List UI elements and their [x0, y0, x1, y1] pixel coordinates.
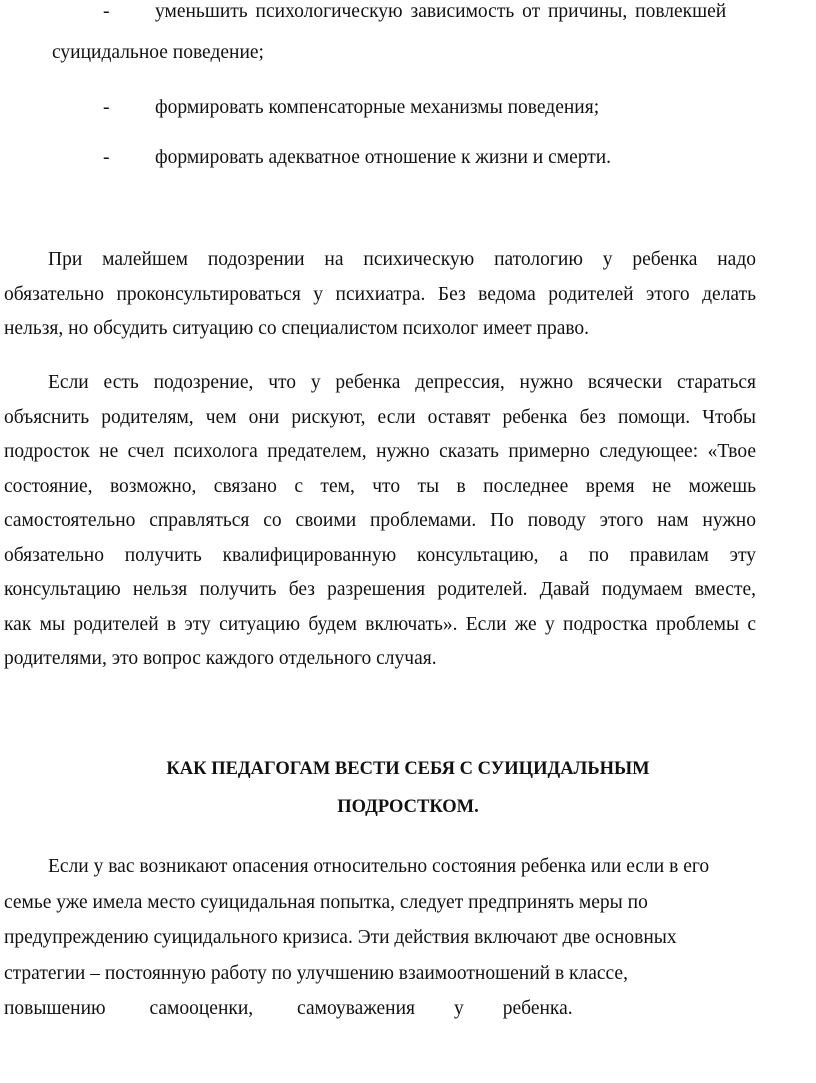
paragraph-line: подросток не счел психолога предателем, нужно сказать примерно следующее: «Твое — [4, 441, 756, 462]
bullet-text: формировать компенсаторные механизмы поведения; — [155, 97, 600, 118]
paragraph-line: обязательно проконсультироваться у психиатра. Без ведома родителей этого делать — [4, 283, 756, 305]
bullet-dash: - — [103, 1, 110, 22]
paragraph-line: нельзя, но обсудить ситуацию со специалистом психолог имеет право. — [4, 318, 590, 339]
paragraph-teachers — [4, 849, 756, 1027]
paragraph-line: стратегии – постоянную работу по улучшению взаимоотношений в классе, — [4, 962, 628, 984]
paragraph-line: повышению самооценки, самоуважения у ребенка. — [4, 998, 573, 1019]
paragraph-line: самостоятельно справляться со своими проблемами. По поводу этого нам нужно — [4, 510, 756, 531]
paragraph-line: консультацию нельзя получить без разрешения родителей. Давай подумаем вместе, — [4, 579, 756, 600]
bullet-item-1-continuation: суицидальное поведение; — [52, 42, 264, 63]
paragraph-line: состояние, возможно, связано с тем, что ты в последнее время не можешь — [4, 475, 756, 497]
bullet-dash: - — [103, 97, 110, 118]
paragraph-line: Если у вас возникают опасения относительно состояния ребенка или если в его — [48, 856, 710, 877]
paragraph-depression — [4, 366, 756, 677]
paragraph-line: семье уже имела место суицидальная попытка, следует предпринять меры по — [4, 891, 648, 913]
paragraph-line: обязательно получить квалифицированную консультацию, а по правилам эту — [4, 544, 756, 566]
paragraph-line: При малейшем подозрении на психическую патологию у ребенка надо — [48, 249, 756, 270]
paragraph-psychiatrist — [4, 243, 756, 347]
section-heading-line-2: ПОДРОСТКОМ. — [337, 797, 479, 817]
bullet-text: формировать адекватное отношение к жизни и смерти. — [155, 147, 612, 168]
bullet-text: уменьшить психологическую зависимость от причины, повлекшей — [155, 1, 727, 22]
paragraph-line: как мы родителей в эту ситуацию будем включать». Если же у подростка проблемы с — [4, 613, 756, 635]
paragraph-line: объяснить родителям, чем они рискуют, если оставят ребенка без помощи. Чтобы — [4, 406, 756, 428]
bullet-dash: - — [103, 147, 110, 168]
paragraph-line: родителями, это вопрос каждого отдельного случая. — [4, 648, 437, 669]
paragraph-line: Если есть подозрение, что у ребенка депрессия, нужно всячески стараться — [48, 372, 756, 393]
section-heading-line-1: КАК ПЕДАГОГАМ ВЕСТИ СЕБЯ С СУИЦИДАЛЬНЫМ — [166, 759, 650, 779]
paragraph-line: предупреждению суицидального кризиса. Эти действия включают две основных — [4, 927, 677, 948]
